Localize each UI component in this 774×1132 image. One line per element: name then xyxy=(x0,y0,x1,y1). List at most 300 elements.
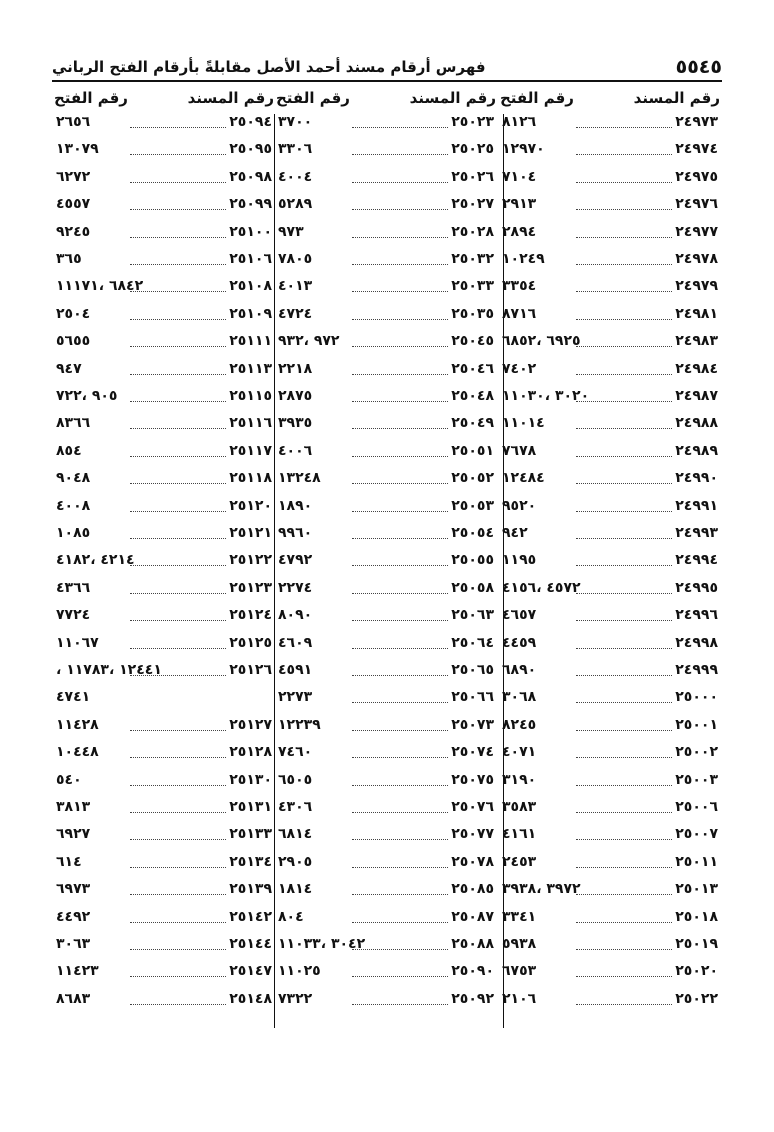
dot-leader xyxy=(352,702,448,703)
musnad-number: ٢٥٠٠٧ xyxy=(675,826,718,843)
fath-number: ٣٩٣٥ xyxy=(278,415,313,432)
fath-number: ٨٥٤ xyxy=(56,442,82,459)
musnad-number: ٢٥٠٩٩ xyxy=(229,196,272,213)
dot-leader xyxy=(130,319,226,320)
musnad-number: ٢٤٩٩٣ xyxy=(675,525,718,541)
fath-number: ٤٠٠٤ xyxy=(278,168,313,185)
musnad-number: ٢٥٠٢٢ xyxy=(675,990,718,1007)
table-row xyxy=(498,165,722,191)
dot-leader xyxy=(576,127,672,128)
fath-number: ١٨١٤ xyxy=(278,881,313,898)
table-row xyxy=(498,685,722,711)
table-row xyxy=(52,685,276,711)
table-row xyxy=(498,439,722,465)
table-row xyxy=(52,302,276,328)
musnad-number: ٢٥١٢٥ xyxy=(229,634,272,651)
table-row xyxy=(52,521,276,547)
fath-number: ١١٠٢٥ xyxy=(278,963,321,980)
musnad-number: ٢٥٠٠١ xyxy=(675,716,718,733)
fath-number: ٧١٠٤ xyxy=(502,168,537,185)
musnad-number: ٢٤٩٧٤ xyxy=(675,141,718,158)
fath-number: ١٠٢٤٩ xyxy=(502,251,545,267)
fath-number: ٢٥٠٤ xyxy=(56,305,91,322)
table-row xyxy=(274,685,498,711)
fath-number: ٤٣٠٦ xyxy=(278,799,313,815)
fath-number: ٦٨٩٠ xyxy=(502,662,537,678)
musnad-number: ٢٤٩٨١ xyxy=(675,305,718,322)
musnad-number: ٢٥١٢٠ xyxy=(229,497,272,514)
musnad-number: ٢٥١١٦ xyxy=(229,415,272,432)
table-row xyxy=(498,713,722,739)
musnad-number: ٢٤٩٩٤ xyxy=(675,552,718,569)
table-row xyxy=(498,603,722,629)
table-row xyxy=(52,192,276,218)
table-row xyxy=(274,932,498,958)
table-row xyxy=(498,137,722,163)
table-row xyxy=(274,137,498,163)
dot-leader xyxy=(352,511,448,512)
dot-leader xyxy=(130,374,226,375)
fath-number: ٦٩٢٧ xyxy=(56,826,91,843)
musnad-number: ٢٥٠٣٢ xyxy=(451,251,494,267)
fath-number: ٣٣٠٦ xyxy=(278,141,313,158)
fath-number: ١٣٢٤٨ xyxy=(278,470,321,487)
fath-number: ٢٩٠٥ xyxy=(278,853,313,870)
musnad-number: ٢٥٠٠٦ xyxy=(675,799,718,815)
dot-leader xyxy=(576,182,672,183)
fath-header: رقم الفتح xyxy=(54,89,128,107)
musnad-number: ٢٥١٤٨ xyxy=(229,990,272,1007)
table-row xyxy=(498,466,722,492)
table-row xyxy=(274,220,498,246)
dot-leader xyxy=(576,291,672,292)
fath-number: ١٠٨٥ xyxy=(56,525,91,541)
table-row xyxy=(274,713,498,739)
fath-number: ٦٨١٤ xyxy=(278,826,313,843)
fath-number: ٧٤٠٢ xyxy=(502,360,537,377)
dot-leader xyxy=(130,511,226,512)
dot-leader xyxy=(352,675,448,676)
dot-leader xyxy=(130,620,226,621)
table-row xyxy=(498,329,722,355)
dot-leader xyxy=(576,154,672,155)
table-row xyxy=(274,548,498,574)
table-row xyxy=(52,631,276,657)
dot-leader xyxy=(130,538,226,539)
dot-leader xyxy=(576,428,672,429)
musnad-number: ٢٥٠٧٧ xyxy=(451,826,494,843)
musnad-number: ٢٥٠٥٢ xyxy=(451,470,494,487)
musnad-number: ٢٥١٤٧ xyxy=(229,963,272,980)
dot-leader xyxy=(352,127,448,128)
fath-header: رقم الفتح xyxy=(500,89,574,107)
dot-leader xyxy=(576,264,672,265)
table-row xyxy=(498,384,722,410)
fath-number: ٢٤٥٣ xyxy=(502,853,537,870)
dot-leader xyxy=(352,593,448,594)
fath-number: ٣٨١٣ xyxy=(56,799,91,815)
table-row xyxy=(498,658,722,684)
table-row xyxy=(52,411,276,437)
dot-leader xyxy=(576,565,672,566)
table-row xyxy=(52,603,276,629)
musnad-number: ٢٤٩٩٠ xyxy=(675,470,718,487)
musnad-number: ٢٥٠٤٦ xyxy=(451,360,494,377)
fath-number: ٣٧٠٠ xyxy=(278,114,313,130)
musnad-header: رقم المسند xyxy=(187,89,274,107)
table-row xyxy=(498,905,722,931)
fath-number: ١١٠١٤ xyxy=(502,415,545,432)
musnad-number: ٢٤٩٨٧ xyxy=(675,388,718,404)
dot-leader xyxy=(352,785,448,786)
fath-number: ٤٧٩٢ xyxy=(278,552,313,569)
dot-leader xyxy=(576,976,672,977)
table-row xyxy=(274,658,498,684)
table-row xyxy=(498,877,722,903)
dot-leader xyxy=(576,1004,672,1005)
table-row xyxy=(498,411,722,437)
fath-number: ١١٩٥ xyxy=(502,552,537,569)
table-row xyxy=(498,959,722,985)
table-row xyxy=(274,110,498,136)
table-row xyxy=(498,548,722,574)
dot-leader xyxy=(130,401,226,402)
fath-number: ٤٠١٣ xyxy=(278,278,313,295)
table-row xyxy=(274,247,498,273)
dot-leader xyxy=(130,730,226,731)
fath-number: ٦١٤ xyxy=(56,853,82,870)
table-row xyxy=(498,110,722,136)
table-row xyxy=(52,548,276,574)
musnad-number: ٢٥٠٥٣ xyxy=(451,497,494,514)
dot-leader xyxy=(352,456,448,457)
column-header xyxy=(274,84,498,112)
table-row xyxy=(52,932,276,958)
table-row xyxy=(52,987,276,1013)
dot-leader xyxy=(130,867,226,868)
dot-leader xyxy=(576,867,672,868)
fath-number: ٩٧٢ ،٩٣٢ xyxy=(278,333,340,350)
musnad-number: ٢٥١٠٠ xyxy=(229,223,272,240)
musnad-number: ٢٥١٣١ xyxy=(229,799,272,815)
table-row xyxy=(498,768,722,794)
dot-leader xyxy=(576,456,672,457)
table-row xyxy=(274,521,498,547)
dot-leader xyxy=(576,812,672,813)
fath-number: ١٢٩٧٠ xyxy=(502,141,545,158)
fath-number: ١١٤٢٨ xyxy=(56,716,99,733)
musnad-number: ٢٥١٢٦ xyxy=(229,662,272,678)
fath-number: ٢٢٧٤ xyxy=(278,579,313,596)
table-row xyxy=(52,822,276,848)
fath-number: ٢١٠٦ xyxy=(502,990,537,1007)
running-title: فهرس أرقام مسند أحمد الأصل مقابلةً بأرقام الفتح الرباني xyxy=(52,58,486,76)
dot-leader xyxy=(352,757,448,758)
fath-number: ١٨٩٠ xyxy=(278,497,313,514)
musnad-number: ٢٤٩٨٩ xyxy=(675,442,718,459)
dot-leader xyxy=(130,839,226,840)
fath-number: ٦٨٤٢ ،١١١٧١ xyxy=(56,278,144,295)
musnad-number: ٢٤٩٧٧ xyxy=(675,223,718,240)
musnad-number: ٢٥٠٧٥ xyxy=(451,771,494,788)
dot-leader xyxy=(576,401,672,402)
dot-leader xyxy=(352,182,448,183)
dot-leader xyxy=(352,374,448,375)
fath-number: ١٢٤٤١ ،١١٧٨٣ ، xyxy=(56,662,162,678)
fath-number: ٧٨٠٥ xyxy=(278,251,313,267)
fath-number: ٤٠٠٨ xyxy=(56,497,91,514)
table-row xyxy=(52,658,276,684)
fath-number: ٦٧٥٣ xyxy=(502,963,537,980)
musnad-number: ٢٤٩٨٨ xyxy=(675,415,718,432)
musnad-number: ٢٤٩٧٦ xyxy=(675,196,718,213)
fath-number: ٤٦٠٩ xyxy=(278,634,313,651)
dot-leader xyxy=(352,565,448,566)
musnad-number: ٢٥١٢٢ xyxy=(229,552,272,569)
dot-leader xyxy=(130,237,226,238)
table-row xyxy=(274,384,498,410)
dot-leader xyxy=(576,483,672,484)
dot-leader xyxy=(130,483,226,484)
table-row xyxy=(498,631,722,657)
musnad-number: ٢٤٩٨٤ xyxy=(675,360,718,377)
musnad-number: ٢٥١١٨ xyxy=(229,470,272,487)
column-header xyxy=(52,84,276,112)
fath-number: ٢٢١٨ xyxy=(278,360,313,377)
fath-number: ٥٩٣٨ xyxy=(502,936,537,952)
fath-number: ٤٣٦٦ xyxy=(56,579,91,596)
table-row xyxy=(498,822,722,848)
fath-number: ٨٢٤٥ xyxy=(502,716,537,733)
table-row xyxy=(498,247,722,273)
musnad-number: ٢٥١٠٨ xyxy=(229,278,272,295)
dot-leader xyxy=(130,182,226,183)
fath-number: ٤٠٠٦ xyxy=(278,442,313,459)
dot-leader xyxy=(352,620,448,621)
musnad-number: ٢٥٠٧٣ xyxy=(451,716,494,733)
column-divider xyxy=(274,114,275,1028)
musnad-number: ٢٥٠٢٥ xyxy=(451,141,494,158)
dot-leader xyxy=(352,949,448,950)
dot-leader xyxy=(352,730,448,731)
table-row xyxy=(498,521,722,547)
table-row xyxy=(498,494,722,520)
table-row xyxy=(274,850,498,876)
dot-leader xyxy=(576,785,672,786)
table-row xyxy=(498,987,722,1013)
table-row xyxy=(274,987,498,1013)
table-row xyxy=(52,439,276,465)
table-row xyxy=(274,822,498,848)
dot-leader xyxy=(130,291,226,292)
dot-leader xyxy=(130,785,226,786)
dot-leader xyxy=(576,237,672,238)
index-column-middle xyxy=(274,84,498,1007)
fath-number: ١٢٢٣٩ xyxy=(278,716,321,733)
fath-number: ١٣٠٧٩ xyxy=(56,141,99,158)
fath-number: ٤٥٩١ xyxy=(278,662,313,678)
table-row xyxy=(498,192,722,218)
musnad-number: ٢٥٠١٣ xyxy=(675,881,718,898)
fath-number: ٤٧٤١ xyxy=(56,689,91,706)
musnad-number: ٢٥٠٦٦ xyxy=(451,689,494,706)
musnad-number: ٢٥١٠٩ xyxy=(229,305,272,322)
table-row xyxy=(52,713,276,739)
dot-leader xyxy=(130,976,226,977)
fath-number: ٤٠٧١ xyxy=(502,744,537,761)
table-row xyxy=(274,768,498,794)
fath-number: ٩٧٣ xyxy=(278,223,304,240)
table-row xyxy=(52,795,276,821)
musnad-number: ٢٥٠٨٨ xyxy=(451,936,494,952)
fath-number: ٧٣٢٢ xyxy=(278,990,313,1007)
fath-number: ٣٣٤١ xyxy=(502,908,537,925)
fath-number: ٧٦٧٨ xyxy=(502,442,537,459)
dot-leader xyxy=(352,648,448,649)
dot-leader xyxy=(576,839,672,840)
fath-number: ١٠٤٤٨ xyxy=(56,744,99,761)
table-row xyxy=(52,959,276,985)
table-row xyxy=(52,850,276,876)
table-row xyxy=(52,110,276,136)
dot-leader xyxy=(352,264,448,265)
dot-leader xyxy=(130,949,226,950)
musnad-number: ٢٥١٢٨ xyxy=(229,744,272,761)
table-row xyxy=(274,576,498,602)
fath-header: رقم الفتح xyxy=(276,89,350,107)
musnad-number: ٢٥٠٦٥ xyxy=(451,662,494,678)
fath-number: ٨١٢٦ xyxy=(502,114,537,130)
dot-leader xyxy=(130,565,226,566)
dot-leader xyxy=(576,319,672,320)
musnad-number: ٢٥١١١ xyxy=(229,333,272,350)
index-column-right xyxy=(498,84,722,1007)
musnad-number: ٢٥١٣٣ xyxy=(229,826,272,843)
musnad-number: ٢٥٠٣٣ xyxy=(451,278,494,295)
musnad-number: ٢٥٠١١ xyxy=(675,853,718,870)
dot-leader xyxy=(352,291,448,292)
fath-number: ٣٦٥ xyxy=(56,251,82,267)
dot-leader xyxy=(352,401,448,402)
musnad-number: ٢٥١١٧ xyxy=(229,442,272,459)
fath-number: ٩٥٢٠ xyxy=(502,497,537,514)
dot-leader xyxy=(352,428,448,429)
table-row xyxy=(274,959,498,985)
dot-leader xyxy=(352,209,448,210)
table-row xyxy=(52,165,276,191)
dot-leader xyxy=(352,237,448,238)
dot-leader xyxy=(130,428,226,429)
musnad-number: ٢٥٠٣٥ xyxy=(451,305,494,322)
index-column-left xyxy=(52,84,276,1007)
table-row xyxy=(274,494,498,520)
musnad-number: ٢٥١٢٣ xyxy=(229,579,272,596)
dot-leader xyxy=(352,812,448,813)
table-row xyxy=(52,494,276,520)
fath-number: ٦٥٠٥ xyxy=(278,771,313,788)
musnad-number: ٢٥٠٠٢ xyxy=(675,744,718,761)
fath-number: ٤٦٥٧ xyxy=(502,607,537,624)
dot-leader xyxy=(130,346,226,347)
table-row xyxy=(274,411,498,437)
musnad-header: رقم المسند xyxy=(409,89,496,107)
table-row xyxy=(52,905,276,931)
table-row xyxy=(52,576,276,602)
musnad-number: ٢٥١٢٤ xyxy=(229,607,272,624)
column-header xyxy=(498,84,722,112)
table-row xyxy=(498,740,722,766)
dot-leader xyxy=(130,209,226,210)
fath-number: ١١٤٢٣ xyxy=(56,963,99,980)
dot-leader xyxy=(576,922,672,923)
table-row xyxy=(274,274,498,300)
table-row xyxy=(274,740,498,766)
musnad-number: ٢٤٩٨٣ xyxy=(675,333,718,350)
dot-leader xyxy=(130,264,226,265)
musnad-number: ٢٤٩٧٣ xyxy=(675,114,718,130)
fath-number: ٥٢٨٩ xyxy=(278,196,313,213)
dot-leader xyxy=(130,456,226,457)
musnad-number: ٢٥٠٢٦ xyxy=(451,168,494,185)
fath-number: ٩٤٢ xyxy=(502,525,528,541)
fath-number: ٩٩٦٠ xyxy=(278,525,313,541)
musnad-number: ٢٥١٠٦ xyxy=(229,251,272,267)
table-row xyxy=(274,905,498,931)
fath-number: ٣٥٨٣ xyxy=(502,799,537,815)
fath-number: ٦٩٢٥ ،٦٨٥٢ xyxy=(502,333,581,350)
dot-leader xyxy=(576,894,672,895)
musnad-number: ٢٤٩٩٦ xyxy=(675,607,718,624)
table-row xyxy=(52,768,276,794)
musnad-number: ٢٤٩٩١ xyxy=(675,497,718,514)
table-row xyxy=(274,795,498,821)
musnad-number: ٢٥١١٣ xyxy=(229,360,272,377)
fath-number: ٢٢٧٣ xyxy=(278,689,313,706)
dot-leader xyxy=(130,154,226,155)
musnad-number: ٢٥٠٢٧ xyxy=(451,196,494,213)
fath-number: ٢٨٧٥ xyxy=(278,388,313,404)
dot-leader xyxy=(352,922,448,923)
fath-number: ٨٦٨٣ xyxy=(56,990,91,1007)
musnad-number: ٢٥٠١٩ xyxy=(675,936,718,952)
musnad-number: ٢٥١٢١ xyxy=(229,525,272,541)
musnad-number: ٢٥٠٩٥ xyxy=(229,141,272,158)
musnad-number: ٢٥٠٥٥ xyxy=(451,552,494,569)
musnad-number: ٢٥٠٨٥ xyxy=(451,881,494,898)
musnad-number: ٢٥١٣٤ xyxy=(229,853,272,870)
fath-number: ٤١٦١ xyxy=(502,826,537,843)
dot-leader xyxy=(352,154,448,155)
dot-leader xyxy=(576,511,672,512)
fath-number: ٩٠٥ ،٧٢٢ xyxy=(56,388,118,404)
page-number: ٥٥٤٥ xyxy=(675,56,722,78)
musnad-number: ٢٤٩٩٨ xyxy=(675,634,718,651)
musnad-number: ٢٤٩٧٩ xyxy=(675,278,718,295)
table-row xyxy=(52,877,276,903)
dot-leader xyxy=(352,839,448,840)
fath-number: ٤٤٥٩ xyxy=(502,634,537,651)
fath-number: ٤٥٧٢ ،٤١٥٦ xyxy=(502,579,581,596)
dot-leader xyxy=(352,346,448,347)
fath-number: ١٢٤٨٤ xyxy=(502,470,545,487)
dot-leader xyxy=(130,648,226,649)
musnad-number: ٢٥٠٠٠ xyxy=(675,689,718,706)
dot-leader xyxy=(576,374,672,375)
table-row xyxy=(52,247,276,273)
musnad-number: ٢٥٠٥٨ xyxy=(451,579,494,596)
musnad-number: ٢٥٠٤٩ xyxy=(451,415,494,432)
fath-number: ٤٢١٤ ،٤١٨٢ xyxy=(56,552,135,569)
